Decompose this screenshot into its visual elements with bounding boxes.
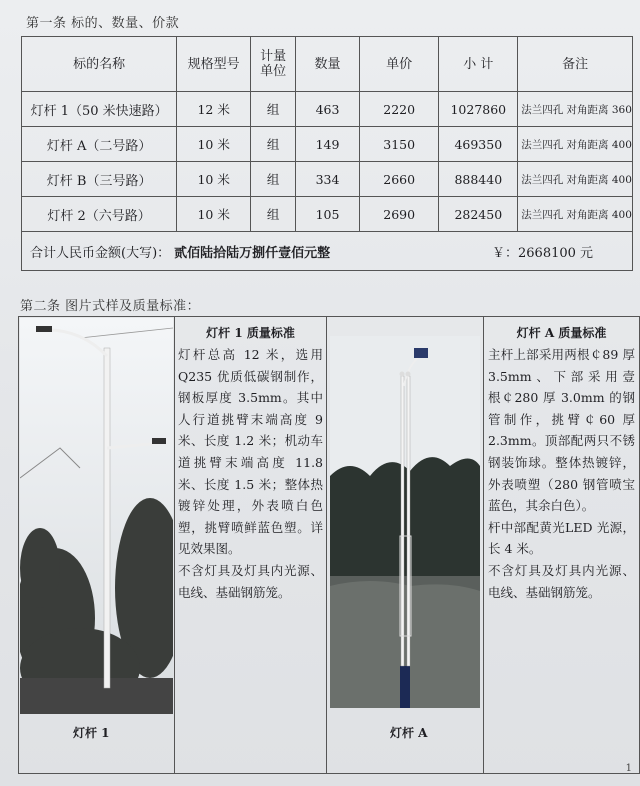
row-price: 2690 (359, 197, 438, 232)
page-number: 1 (625, 763, 632, 774)
row-qty: 334 (296, 162, 360, 197)
row-unit: 组 (251, 197, 296, 232)
row-subtotal: 282450 (439, 197, 518, 232)
table-row (22, 162, 633, 197)
total-cell (22, 232, 633, 271)
pole1-std-text: 灯杆总高 12 米，选用 Q235 优质低碳钢制作，钢板厚度 3.5mm。其中人行道挑臂末端高度 9 米、长度 1.2 米；机动车道挑臂末端高度 11.8 米、长度 1.5 米；整体热镀锌处理，外表喷白色塑，挑臂喷鲜蓝色塑。详见效果图。 (178, 347, 323, 557)
pole1-std-note: 不含灯具及灯具内光源、电线、基础钢筋笼。 (178, 562, 323, 600)
pole1-std-body (178, 344, 323, 603)
header-spec: 规格型号 (177, 37, 251, 92)
row-note: 法兰四孔 对角距离 400 (518, 127, 633, 162)
total-label: 合计人民币金额(大写)： (30, 245, 171, 261)
pole1-caption: 灯杆 1 (73, 726, 110, 740)
row-qty: 105 (296, 197, 360, 232)
row-unit: 组 (251, 162, 296, 197)
row-unit: 组 (251, 92, 296, 127)
header-subtotal: 小 计 (439, 37, 518, 92)
poleA-caption: 灯杆 A (390, 726, 428, 740)
header-price: 单价 (359, 37, 438, 92)
row-name: 灯杆 1（50 米快速路） (22, 92, 177, 127)
total-chinese: 贰佰陆拾陆万捌仟壹佰元整 (174, 245, 331, 261)
row-qty: 149 (296, 127, 360, 162)
header-unit: 计量单位 (251, 37, 296, 92)
row-note: 法兰四孔 对角距离 360 (518, 92, 633, 127)
row-subtotal: 469350 (439, 127, 518, 162)
row-note: 法兰四孔 对角距离 400 (518, 162, 633, 197)
row-price: 3150 (359, 127, 438, 162)
poleA-std-text: 主杆上部采用两根￠89 厚 3.5mm、下部采用壹根￠280 厚 3.0mm 的钢管制作，挑臂￠60 厚 2.3mm。顶部配两只不锈钢装饰球。整体热镀锌，外表喷塑（280 钢管喷宝蓝色，其余白色）。 (488, 347, 635, 514)
table-row (22, 127, 633, 162)
pole1-photo (20, 318, 173, 714)
row-spec: 12 米 (177, 92, 251, 127)
table-header-row (22, 37, 633, 92)
row-spec: 10 米 (177, 162, 251, 197)
poleA-std-note: 不含灯具及灯具内光源、电线、基础钢筋笼。 (488, 562, 635, 600)
items-table (21, 36, 633, 271)
row-name: 灯杆 B（三号路） (22, 162, 177, 197)
row-price: 2660 (359, 162, 438, 197)
section1-title: 第一条 标的、数量、价款 (26, 16, 180, 31)
pole1-photo-graphic (20, 318, 173, 714)
total-amount: ￥：2668100 元 (492, 245, 594, 261)
header-qty: 数量 (296, 37, 360, 92)
header-name: 标的名称 (22, 37, 177, 92)
row-subtotal: 888440 (439, 162, 518, 197)
row-spec: 10 米 (177, 127, 251, 162)
poleA-photo (330, 336, 480, 708)
poleA-std-body (488, 344, 635, 603)
table-total-row (22, 232, 633, 271)
table-row (22, 92, 633, 127)
row-note: 法兰四孔 对角距离 400 (518, 197, 633, 232)
row-qty: 463 (296, 92, 360, 127)
poleA-std-led: 杆中部配黄光LED 光源，长 4 米。 (488, 519, 635, 557)
row-name: 灯杆 A（二号路） (22, 127, 177, 162)
header-note: 备注 (518, 37, 633, 92)
poleA-std-title: 灯杆 A 质量标准 (516, 326, 607, 340)
row-unit: 组 (251, 127, 296, 162)
poleA-photo-graphic (330, 336, 480, 708)
table-row (22, 197, 633, 232)
row-price: 2220 (359, 92, 438, 127)
row-spec: 10 米 (177, 197, 251, 232)
section2-title: 第二条 图片式样及质量标准： (20, 299, 201, 314)
pole1-std-title: 灯杆 1 质量标准 (206, 326, 295, 340)
row-subtotal: 1027860 (439, 92, 518, 127)
image-specs-section (18, 316, 640, 774)
row-name: 灯杆 2（六号路） (22, 197, 177, 232)
